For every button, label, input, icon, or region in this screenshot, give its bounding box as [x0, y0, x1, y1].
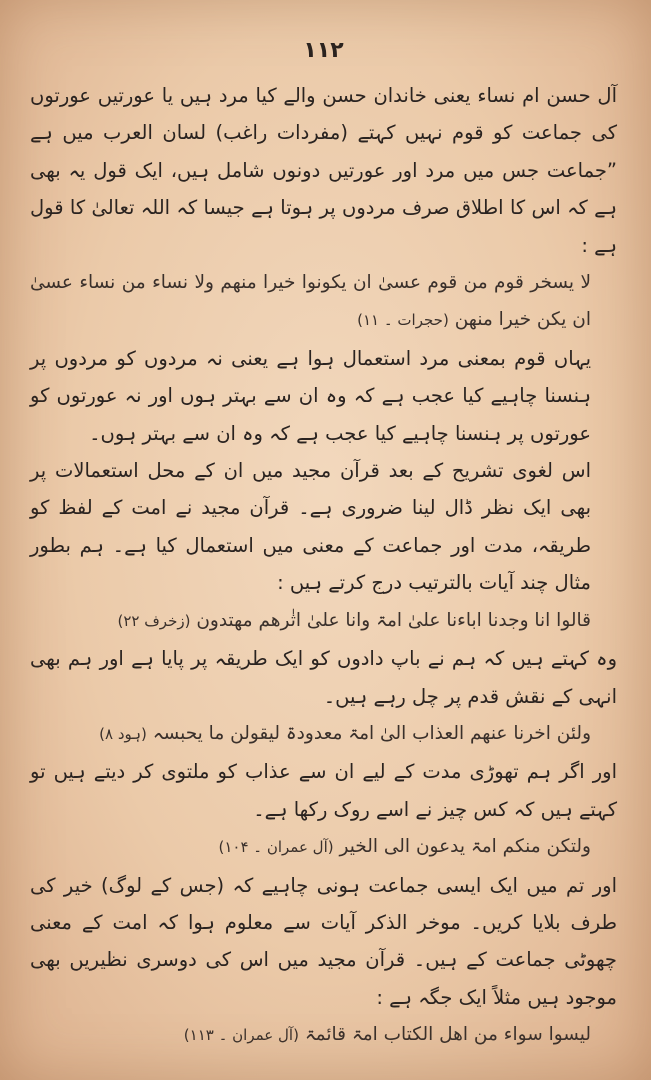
quote-reference: (زخرف ۲۲)	[117, 611, 191, 630]
paragraph-explanation: یہاں قوم بمعنی مرد استعمال ہوا ہے یعنی نہ مردوں کو مردوں پر ہنسنا چاہیے کیا عجب ہے کہ وہ ان سے بہتر ہوں اور نہ عورتوں کو عورتوں پر ہنسنا چاہیے کیا عجب ہے کہ وہ ان سے بہتر ہوں۔	[30, 346, 591, 445]
paragraph-translation-1: وہ کہتے ہیں کہ ہم نے باپ دادوں کو ایک طریقہ پر پایا ہے اور ہم بھی انہی کے نقش قدم پر چل رہے ہیں۔	[30, 647, 617, 708]
quran-quote-al-imran-113	[30, 1016, 617, 1054]
quote-text: ولتکن منکم امۃ یدعون الی الخیر	[339, 836, 591, 858]
quote-reference: (حجرات ۔ ۱۱)	[357, 311, 449, 330]
quran-quote-hud	[30, 715, 617, 753]
quote-text: لا یسخر قوم من قوم عسیٰ ان یکونوا خیرا منھم ولا نساء من نساء عسیٰ ان یکن خیرا منھن	[30, 272, 591, 331]
quran-quote-zukhruf	[30, 602, 617, 640]
quote-text: قالوا انا وجدنا اباءنا علیٰ امۃ وانا علیٰ اثٰرھم مھتدون	[196, 609, 591, 631]
quote-reference: (ہود ۸)	[99, 724, 147, 743]
paragraph-translation-3: اور تم میں ایک ایسی جماعت ہونی چاہیے کہ (جس کے لوگ) خیر کی طرف بلایا کریں۔ موخر الذکر آیات سے معلوم ہوا کہ امت کے معنی چھوٹی جماعت کے ہیں۔ قرآن مجید میں اس کی دوسری نظیریں بھی موجود ہیں مثلاً ایک جگہ ہے :	[30, 873, 617, 1009]
quran-quote-al-imran-104	[30, 828, 617, 866]
page-number: ۱۱۲	[303, 38, 344, 63]
quote-reference: (آل عمران ۔ ۱۱۳)	[183, 1026, 299, 1045]
paragraph-definition: آل حسن ام نساء یعنی خاندان حسن والے کیا مرد ہیں یا عورتیں عورتوں کی جماعت کو قوم نہیں کہتے (مفردات راغب) لسان العرب میں ہے ”جماعت جس میں مرد اور عورتیں دونوں شامل ہیں، ایک قول یہ بھی ہے کہ اس کا اطلاق صرف مردوں پر ہوتا ہے جیسا کہ اللہ تعالیٰ کا قول ہے :	[30, 84, 617, 257]
quote-text: لیسوا سواء من اھل الکتاب امۃ قائمۃ	[304, 1024, 591, 1046]
quote-reference: (آل عمران ۔ ۱۰۴)	[218, 838, 334, 857]
quran-quote-hujurat	[30, 264, 617, 340]
paragraph-lexical: اس لغوی تشریح کے بعد قرآن مجید میں ان کے محل استعمالات پر بھی ایک نظر ڈال لینا ضروری ہے۔ قرآن مجید نے امت کے لفظ کو طریقہ، مدت اور جماعت کے معنی میں استعمال کیا ہے۔ ہم بطور مثال چند آیات بالترتیب درج کرتے ہیں :	[30, 459, 591, 595]
paragraph-translation-2: اور اگر ہم تھوڑی مدت کے لیے ان سے عذاب کو ملتوی کر دیتے ہیں تو کہتے ہیں کہ کس چیز نے اسے روک رکھا ہے۔	[30, 760, 617, 821]
quote-text: ولئن اخرنا عنھم العذاب الیٰ امۃ معدودۃ لیقولن ما یحبسہ	[152, 722, 591, 744]
page-body	[30, 77, 617, 1055]
